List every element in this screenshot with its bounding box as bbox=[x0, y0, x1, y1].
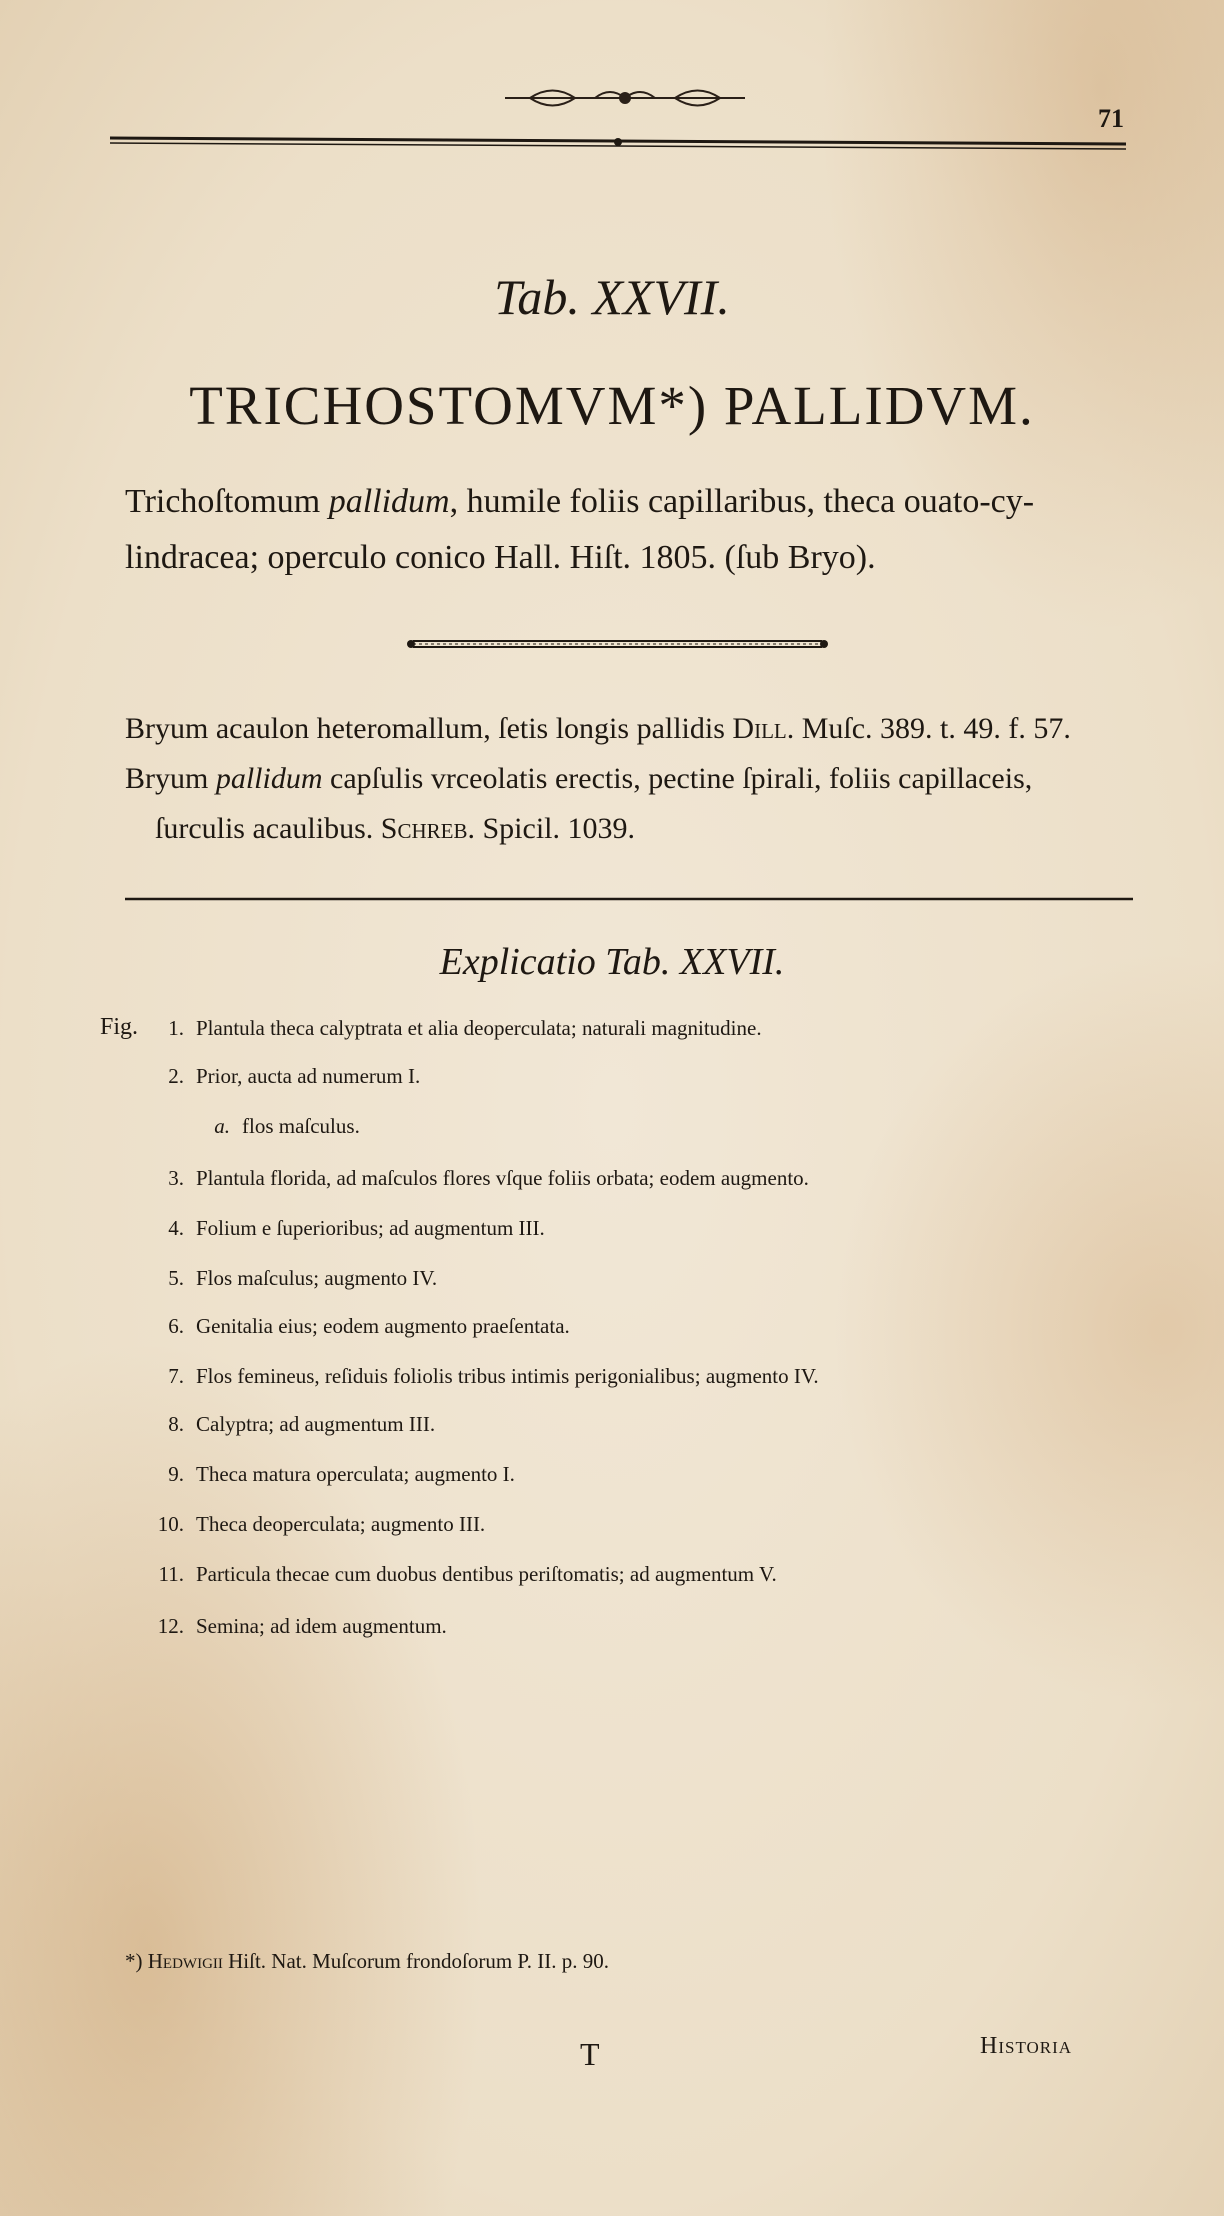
fig-number: 2. bbox=[168, 1064, 184, 1088]
fig-number: 9. bbox=[168, 1462, 184, 1486]
footnote-text: Hiſt. Nat. Muſcorum frondoſorum P. II. p. 90. bbox=[222, 1949, 610, 1973]
fig-item-11 bbox=[150, 1562, 777, 1587]
synonym-line-2 bbox=[125, 762, 1135, 796]
species-title: TRICHOSTOMVM*) PALLIDVM. bbox=[189, 375, 1035, 436]
fig-number: 1. bbox=[168, 1016, 184, 1040]
footnote-marker: *) bbox=[125, 1949, 143, 1973]
synonym-3-text-a: ſurculis acaulibus. bbox=[155, 812, 381, 845]
signature-mark: T bbox=[580, 2036, 600, 2072]
fig-caption: Theca matura operculata; augmento I. bbox=[196, 1462, 515, 1486]
fig-caption: Flos femineus, reſiduis foliolis tribus intimis perigonialibus; augmento IV. bbox=[196, 1364, 819, 1388]
synonym-line-3 bbox=[125, 812, 1165, 846]
explanation-title: Explicatio Tab. XXVII. bbox=[439, 941, 785, 983]
fig-caption: Genitalia eius; eodem augmento praeſentata. bbox=[196, 1314, 570, 1338]
fig-item-4 bbox=[150, 1216, 545, 1241]
synonym-2-text-a: Bryum bbox=[125, 762, 216, 795]
fig-item-1 bbox=[150, 1016, 762, 1041]
fig-item-3 bbox=[150, 1166, 809, 1191]
synonym-3-text-b: Spicil. 1039. bbox=[474, 812, 635, 845]
synonym-1-text-b: Muſc. 389. t. 49. f. 57. bbox=[794, 712, 1071, 745]
fig-caption: Theca deoperculata; augmento III. bbox=[196, 1512, 486, 1536]
fig-item-5 bbox=[150, 1266, 437, 1291]
middle-ornament-rule bbox=[405, 636, 830, 652]
fig-caption: Particula thecae cum duobus dentibus periſtomatis; ad augmentum V. bbox=[196, 1562, 777, 1586]
fig-number: 6. bbox=[168, 1314, 184, 1338]
footnote bbox=[125, 1949, 609, 1974]
footnote-author: Hedwigii bbox=[147, 1949, 223, 1973]
fig-caption: flos maſculus. bbox=[242, 1114, 360, 1138]
description-line-2: lindracea; operculo conico Hall. Hiſt. 1805. (ſub Bryo). bbox=[125, 539, 876, 576]
top-double-rule bbox=[110, 134, 1126, 150]
fig-caption: Plantula theca calyptrata et alia deoperculata; naturali magnitudine. bbox=[196, 1016, 762, 1040]
top-ornament bbox=[500, 86, 750, 110]
fig-number: 11. bbox=[158, 1562, 184, 1586]
fig-item-9 bbox=[150, 1462, 515, 1487]
page-number: 71 bbox=[1098, 104, 1124, 133]
fig-item-2 bbox=[150, 1064, 420, 1089]
plate-title: Tab. XXVII. bbox=[494, 269, 730, 325]
fig-number: 3. bbox=[168, 1166, 184, 1190]
fig-caption: Prior, aucta ad numerum I. bbox=[196, 1064, 421, 1088]
catchword: Historia bbox=[980, 2033, 1073, 2059]
fig-item-12 bbox=[150, 1614, 447, 1639]
fig-number: 10. bbox=[157, 1512, 184, 1536]
fig-caption: Plantula florida, ad maſculos flores vſque foliis orbata; eodem augmento. bbox=[196, 1166, 809, 1190]
fig-number: 8. bbox=[168, 1412, 184, 1436]
synonym-1-text-a: Bryum acaulon heteromallum, ſetis longis pallidis bbox=[125, 712, 733, 745]
fig-item-6 bbox=[150, 1314, 570, 1339]
fig-item-8 bbox=[150, 1412, 435, 1437]
synonym-line-1 bbox=[125, 712, 1135, 746]
description-epithet: pallidum bbox=[328, 483, 450, 520]
species-description bbox=[125, 474, 1135, 586]
fig-caption: Semina; ad idem augmentum. bbox=[196, 1614, 447, 1638]
section-rule bbox=[125, 896, 1133, 902]
fig-caption: Flos maſculus; augmento IV. bbox=[196, 1266, 438, 1290]
synonym-3-author: Schreb. bbox=[380, 812, 475, 845]
synonym-2-epithet: pallidum bbox=[215, 762, 323, 795]
fig-number: 12. bbox=[157, 1614, 184, 1638]
fig-item-2a bbox=[196, 1114, 360, 1139]
synonym-2-text-b: capſulis vrceolatis erectis, pectine ſpirali, foliis capillaceis, bbox=[322, 762, 1033, 795]
fig-number: 5. bbox=[168, 1266, 184, 1290]
fig-number: 7. bbox=[168, 1364, 184, 1388]
fig-number: 4. bbox=[168, 1216, 184, 1240]
description-line-1: Trichoſtomum pallidum, humile foliis capillaribus, theca ouato-cy- bbox=[125, 483, 1035, 520]
fig-number: a. bbox=[214, 1114, 230, 1138]
synonym-1-author: Dill. bbox=[732, 712, 795, 745]
fig-caption: Calyptra; ad augmentum III. bbox=[196, 1412, 436, 1436]
fig-item-7 bbox=[150, 1364, 819, 1389]
fig-item-10 bbox=[150, 1512, 485, 1537]
fig-label: Fig. bbox=[100, 1014, 139, 1040]
fig-caption: Folium e ſuperioribus; ad augmentum III. bbox=[196, 1216, 545, 1240]
